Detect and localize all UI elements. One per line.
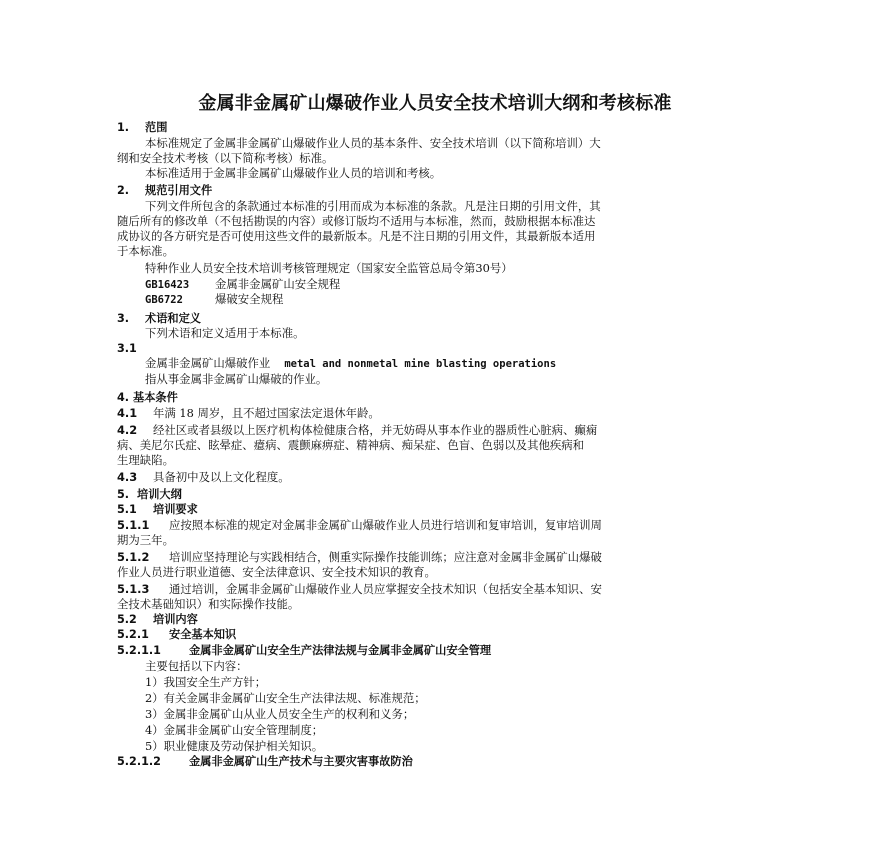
subsection-title: 安全基本知识 — [169, 628, 237, 641]
subsection-5-1-heading — [117, 503, 198, 517]
reference-item — [145, 277, 340, 292]
reference-item: 特种作业人员安全技术培训考核管理规定（国家安全监管总局令第30号） — [145, 261, 513, 275]
paragraph-line: 生理缺陷。 — [117, 453, 174, 467]
clause-number: 5.1.2 — [117, 550, 150, 564]
standard-title: 金属非金属矿山安全规程 — [215, 277, 341, 291]
subsection-number: 5.2 — [117, 613, 137, 626]
clause-text: 年满 18 周岁，且不超过国家法定退休年龄。 — [153, 406, 380, 420]
list-item: 2）有关金属非金属矿山安全生产法律法规、标准规范； — [145, 691, 426, 705]
list-item: 1）我国安全生产方针； — [145, 675, 267, 689]
paragraph-line: 下列术语和定义适用于本标准。 — [145, 326, 305, 340]
section-5-heading — [117, 488, 182, 502]
clause-text: 具备初中及以上文化程度。 — [153, 470, 290, 484]
subsection-number: 3.1 — [117, 342, 137, 355]
clause-text: 经社区或者县级以上医疗机构体检健康合格，并无妨碍从事本作业的器质性心脏病、癫痫 — [153, 423, 598, 437]
paragraph-line: 随后所有的修改单（不包括勘误的内容）或修订版均不适用与本标准，然而，鼓励根据本标准达 — [117, 214, 596, 228]
document-title: 金属非金属矿山爆破作业人员安全技术培训大纲和考核标准 — [198, 93, 672, 114]
paragraph-line: 于本标准。 — [117, 244, 174, 258]
paragraph-line: 下列文件所包含的条款通过本标准的引用而成为本标准的条款。凡是注日期的引用文件，其 — [145, 199, 601, 213]
section-number: 5. — [117, 488, 130, 501]
subsection-5-2-1-heading — [117, 628, 236, 642]
section-title: 范围 — [145, 121, 168, 134]
term-definition: 指从事金属非金属矿山爆破的作业。 — [145, 372, 328, 386]
list-item: 3）金属非金属矿山从业人员安全生产的权利和义务； — [145, 707, 415, 721]
term-entry — [145, 356, 556, 371]
subsection-5-2-1-2-heading — [117, 755, 413, 769]
subsection-5-2-heading — [117, 613, 198, 627]
clause-number: 5.1.3 — [117, 582, 150, 596]
term-chinese: 金属非金属矿山爆破作业 — [145, 356, 271, 370]
clause-number: 5.1.1 — [117, 518, 150, 532]
section-3-heading — [117, 312, 201, 326]
section-title: 规范引用文件 — [145, 184, 213, 197]
reference-item — [145, 292, 283, 307]
paragraph-line: 本标准规定了金属非金属矿山爆破作业人员的基本条件、安全技术培训（以下简称培训）大 — [145, 136, 601, 150]
paragraph-line: 期为三年。 — [117, 533, 174, 547]
clause-text: 应按照本标准的规定对金属非金属矿山爆破作业人员进行培训和复审培训，复审培训周 — [169, 518, 602, 532]
section-title: 术语和定义 — [145, 312, 201, 325]
paragraph-line: 纲和安全技术考核（以下简称考核）标准。 — [117, 151, 334, 165]
subsection-title: 金属非金属矿山安全生产法律法规与金属非金属矿山安全管理 — [189, 644, 492, 657]
clause — [117, 518, 602, 532]
standard-title: 爆破安全规程 — [215, 292, 284, 306]
subsection-5-2-1-1-heading — [117, 644, 491, 658]
section-4-heading — [117, 391, 178, 405]
section-number: 2. — [117, 184, 130, 197]
clause — [117, 470, 290, 484]
paragraph-line: 作业人员进行职业道德、安全法律意识、安全技术知识的教育。 — [117, 565, 436, 579]
clause — [117, 406, 380, 420]
standard-code: GB16423 — [145, 279, 190, 291]
clause-text: 通过培训，金属非金属矿山爆破作业人员应掌握安全技术知识（包括安全基本知识、安 — [169, 582, 602, 596]
clause — [117, 423, 597, 437]
clause — [117, 582, 602, 596]
term-english: metal and nonmetal mine blasting operations — [284, 358, 557, 370]
list-item: 4）金属非金属矿山安全管理制度； — [145, 723, 324, 737]
subsection-number: 5.1 — [117, 503, 137, 516]
section-title: 培训大纲 — [137, 488, 182, 501]
subsection-title: 金属非金属矿山生产技术与主要灾害事故防治 — [189, 755, 413, 768]
clause-text: 培训应坚持理论与实践相结合，侧重实际操作技能训练；应注意对金属非金属矿山爆破 — [169, 550, 602, 564]
section-number: 4. — [117, 391, 130, 404]
subsection-title: 培训内容 — [153, 613, 198, 626]
clause-number: 4.2 — [117, 423, 138, 437]
subsection-title: 培训要求 — [153, 503, 198, 516]
section-1-heading — [117, 121, 167, 135]
paragraph-line: 本标准适用于金属非金属矿山爆破作业人员的培训和考核。 — [145, 166, 442, 180]
paragraph-line: 病、美尼尔氏症、眩晕症、癔病、震颤麻痹症、精神病、痴呆症、色盲、色弱以及其他疾病和 — [117, 438, 585, 452]
paragraph-line: 成协议的各方研究是否可使用这些文件的最新版本。凡是不注日期的引用文件，其最新版本适用 — [117, 229, 596, 243]
list-intro: 主要包括以下内容： — [145, 659, 248, 673]
subsection-number: 5.2.1 — [117, 628, 149, 641]
clause-number: 4.3 — [117, 470, 138, 484]
section-number: 3. — [117, 312, 130, 325]
clause-number: 4.1 — [117, 406, 138, 420]
section-title: 基本条件 — [133, 391, 178, 404]
paragraph-line: 全技术基础知识）和实际操作技能。 — [117, 597, 300, 611]
clause — [117, 550, 602, 564]
standard-code: GB6722 — [145, 294, 183, 306]
section-2-heading — [117, 184, 212, 198]
section-number: 1. — [117, 121, 130, 134]
subsection-number: 5.2.1.2 — [117, 755, 161, 768]
list-item: 5）职业健康及劳动保护相关知识。 — [145, 739, 324, 753]
subsection-number: 5.2.1.1 — [117, 644, 161, 657]
